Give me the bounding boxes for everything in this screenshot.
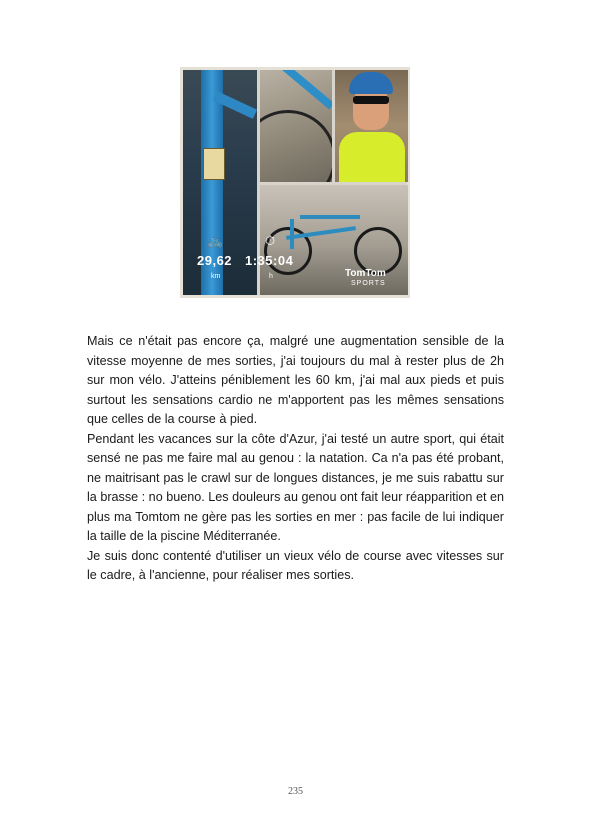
tomtom-logo: TomTom [345, 268, 386, 279]
paragraph: Pendant les vacances sur la côte d'Azur, j'ai testé un autre sport, qui était sensé ne pas me faire mal au genou : la natation. Ca n'a pas été probant, ne maitrisant pas le crawl sur de longues distances, je me suis rabattu sur la brasse : no bueno. Les douleurs au genou ont fait leur réapparition et en plus ma Tomtom ne gère pas les sorties en mer : pas facile de lui indiquer la taille de la piscine Méditerranée. [87, 431, 504, 543]
duration-value: 1:35:04 [245, 253, 294, 268]
duration-unit: h [269, 273, 273, 280]
distance-value: 29,62 [197, 253, 233, 268]
activity-stats-overlay [197, 225, 327, 295]
photo-wheel-closeup [260, 70, 332, 182]
cycling-icon: 🚲 [207, 233, 224, 248]
paragraph: Je suis donc contenté d'utiliser un vieux vélo de course avec vitesses sur le cadre, à l'ancienne, pour réaliser mes sorties. [87, 548, 504, 582]
body-text [87, 332, 504, 586]
stopwatch-icon: ⏱ [265, 233, 276, 248]
photo-cyclist-selfie [335, 70, 408, 182]
tomtom-sports-label: SPORTS [351, 280, 386, 287]
distance-unit: km [211, 273, 221, 280]
page-number: 235 [288, 786, 303, 797]
photo-collage [180, 67, 410, 298]
paragraph: Mais ce n'était pas encore ça, malgré une augmentation sensible de la vitesse moyenne de mes sorties, j'ai toujours du mal à rester plus de 2h sur mon vélo. J'atteins péniblement les 60 km, j'ai mal aux pieds et puis surtout les sensations cardio ne m'apportent pas les mêmes sensations que celles de la course à pied. [87, 334, 504, 426]
